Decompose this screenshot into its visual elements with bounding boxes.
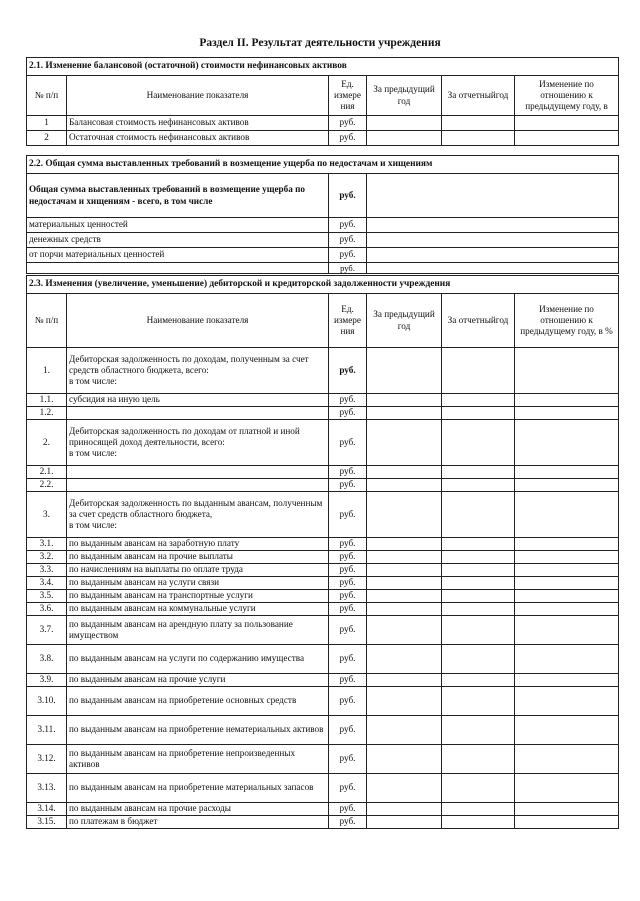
header-name: Наименование показателя	[67, 76, 329, 116]
table-row	[27, 174, 619, 218]
row-name-text: по начислениям на выплаты по оплате труда	[69, 564, 244, 575]
row-name	[67, 407, 329, 420]
row-unit: руб.	[329, 816, 367, 829]
row-name	[67, 816, 329, 829]
row-unit: руб.	[329, 564, 367, 577]
cell-current[interactable]	[442, 116, 515, 131]
table-row	[27, 687, 619, 716]
table-row	[27, 116, 619, 131]
total-unit: руб.	[329, 174, 367, 218]
row-name-text: Дебиторская задолженность по доходам от платной и иной приносящей доход деятельности, всего:	[69, 425, 300, 447]
cell-prev[interactable]	[367, 551, 442, 564]
cell-current[interactable]	[442, 577, 515, 590]
cell-prev[interactable]	[367, 492, 442, 538]
row-sub-text: в том числе:	[69, 448, 117, 459]
row-unit: руб.	[329, 687, 367, 716]
row-num: 3.15.	[27, 816, 67, 829]
row-num: 3.3.	[27, 564, 67, 577]
table-row	[27, 816, 619, 829]
table-row	[27, 479, 619, 492]
cell-current[interactable]	[442, 674, 515, 687]
row-name	[67, 420, 329, 466]
cell-prev[interactable]	[367, 674, 442, 687]
cell-value[interactable]	[367, 248, 619, 263]
cell-change[interactable]	[515, 564, 619, 577]
row-unit: руб.	[329, 479, 367, 492]
cell-current[interactable]	[442, 479, 515, 492]
row-name	[67, 616, 329, 645]
row-name	[67, 603, 329, 616]
header-report-year: За отчетныйгод	[442, 294, 515, 348]
cell-prev[interactable]	[367, 645, 442, 674]
row-unit: руб.	[329, 420, 367, 466]
row-name-text: Дебиторская задолженность по доходам, полученным за счет средств областного бюджета, всего:	[69, 353, 309, 375]
cell-value[interactable]	[367, 218, 619, 233]
cell-change[interactable]	[515, 551, 619, 564]
cell-change[interactable]	[515, 674, 619, 687]
row-num: 3.	[27, 492, 67, 538]
cell-change[interactable]	[515, 716, 619, 745]
cell-value[interactable]	[367, 263, 619, 274]
table-row	[27, 774, 619, 803]
table-row	[27, 420, 619, 466]
row-name	[67, 551, 329, 564]
row-name-text: по выданным авансам на прочие выплаты	[69, 551, 233, 562]
header-prev-year: За предыдущий год	[367, 76, 442, 116]
cell-current[interactable]	[442, 603, 515, 616]
row-name	[67, 716, 329, 745]
table-row	[27, 131, 619, 146]
header-num: № п/п	[27, 76, 67, 116]
row-sub-text: в том числе:	[69, 376, 117, 387]
cell-change[interactable]	[515, 420, 619, 466]
row-num: 1.2.	[27, 407, 67, 420]
table-row	[27, 538, 619, 551]
row-name	[67, 479, 329, 492]
table-row	[27, 564, 619, 577]
row-name	[67, 538, 329, 551]
row-name	[67, 774, 329, 803]
row-num: 1.1.	[27, 394, 67, 407]
row-sub-text: в том числе:	[69, 520, 117, 531]
table-row	[27, 645, 619, 674]
cell-value[interactable]	[367, 174, 619, 218]
cell-current[interactable]	[442, 348, 515, 394]
cell-change[interactable]	[515, 816, 619, 829]
header-unit: Ед. измере ния	[329, 294, 367, 348]
row-num: 3.13.	[27, 774, 67, 803]
cell-change[interactable]	[515, 131, 619, 146]
cell-current[interactable]	[442, 420, 515, 466]
table-row	[27, 348, 619, 394]
cell-change[interactable]	[515, 616, 619, 645]
cell-prev[interactable]	[367, 420, 442, 466]
cell-change[interactable]	[515, 603, 619, 616]
cell-prev[interactable]	[367, 687, 442, 716]
row-unit: руб.	[329, 803, 367, 816]
row-name	[67, 348, 329, 394]
cell-change[interactable]	[515, 803, 619, 816]
cell-prev[interactable]	[367, 774, 442, 803]
row-name-text: по выданным авансам на заработную плату	[69, 538, 240, 549]
row-num: 3.5.	[27, 590, 67, 603]
cell-current[interactable]	[442, 590, 515, 603]
cell-change[interactable]	[515, 538, 619, 551]
table-row	[27, 674, 619, 687]
row-name-text: по платежам в бюджет	[69, 816, 158, 827]
cell-change[interactable]	[515, 492, 619, 538]
row-name-text: по выданным авансам на приобретение основных средств	[69, 695, 297, 706]
row-name	[27, 263, 329, 274]
cell-prev[interactable]	[367, 116, 442, 131]
header-report-year: За отчетныйгод	[442, 76, 515, 116]
row-num: 3.2.	[27, 551, 67, 564]
cell-current[interactable]	[442, 616, 515, 645]
table-row	[27, 263, 619, 274]
row-name	[67, 590, 329, 603]
row-num: 3.7.	[27, 616, 67, 645]
header-unit: Ед. измере ния	[329, 76, 367, 116]
row-unit: руб.	[329, 716, 367, 745]
cell-change[interactable]	[515, 479, 619, 492]
section-heading-2-2: 2.2. Общая сумма выставленных требований в возмещение ущерба по недостачам и хищениям	[27, 156, 619, 174]
row-unit: руб.	[329, 233, 367, 248]
row-num: 2.1.	[27, 466, 67, 479]
row-name: денежных средств	[27, 233, 329, 248]
cell-prev[interactable]	[367, 603, 442, 616]
table-row	[27, 233, 619, 248]
row-num: 2	[27, 131, 67, 146]
row-name-text: по выданным авансам на прочие услуги	[69, 674, 226, 685]
row-unit: руб.	[329, 131, 367, 146]
row-name: материальных ценностей	[27, 218, 329, 233]
cell-prev[interactable]	[367, 590, 442, 603]
cell-prev[interactable]	[367, 716, 442, 745]
row-name: Балансовая стоимость нефинансовых активов	[67, 116, 329, 131]
row-num: 3.12.	[27, 745, 67, 774]
cell-prev[interactable]	[367, 564, 442, 577]
row-name: Остаточная стоимость нефинансовых активов	[67, 131, 329, 146]
header-prev-year: За предыдущий год	[367, 294, 442, 348]
cell-current[interactable]	[442, 394, 515, 407]
row-num: 3.9.	[27, 674, 67, 687]
row-name-text: по выданным авансам на коммунальные услуги	[69, 603, 256, 614]
row-unit: руб.	[329, 603, 367, 616]
row-name-text: по выданным авансам на приобретение нематериальных активов	[69, 724, 324, 735]
row-unit: руб.	[329, 407, 367, 420]
cell-change[interactable]	[515, 645, 619, 674]
cell-change[interactable]	[515, 466, 619, 479]
row-name	[67, 394, 329, 407]
row-name	[67, 687, 329, 716]
row-name	[67, 645, 329, 674]
cell-prev[interactable]	[367, 131, 442, 146]
row-name-text: по выданным авансам на прочие расходы	[69, 803, 231, 814]
cell-prev[interactable]	[367, 616, 442, 645]
cell-current[interactable]	[442, 564, 515, 577]
header-num: № п/п	[27, 294, 67, 348]
table-row	[27, 394, 619, 407]
row-unit: руб.	[329, 218, 367, 233]
row-name	[67, 577, 329, 590]
table-section-2-1	[26, 57, 619, 146]
page-title: Раздел II. Результат деятельности учреждения	[199, 37, 441, 49]
cell-prev[interactable]	[367, 816, 442, 829]
row-name-text: Дебиторская задолженность по выданным авансам, полученным за счет средств областного бюджета,	[69, 497, 323, 519]
row-num: 1.	[27, 348, 67, 394]
cell-current[interactable]	[442, 645, 515, 674]
row-unit: руб.	[329, 466, 367, 479]
table-row	[27, 407, 619, 420]
cell-current[interactable]	[442, 774, 515, 803]
row-num: 2.2.	[27, 479, 67, 492]
row-unit: руб.	[329, 551, 367, 564]
row-name-text: по выданным авансам на транспортные услуги	[69, 590, 253, 601]
cell-prev[interactable]	[367, 466, 442, 479]
row-name-text: по выданным авансам на услуги по содержанию имущества	[69, 653, 305, 664]
row-name-text: по выданным авансам на приобретение материальных запасов	[69, 782, 314, 793]
row-name	[67, 745, 329, 774]
cell-current[interactable]	[442, 492, 515, 538]
cell-prev[interactable]	[367, 348, 442, 394]
cell-prev[interactable]	[367, 394, 442, 407]
cell-current[interactable]	[442, 551, 515, 564]
row-name-text: по выданным авансам на приобретение непроизведенных активов	[69, 747, 296, 769]
cell-change[interactable]	[515, 348, 619, 394]
cell-value[interactable]	[367, 233, 619, 248]
table-section-2-2	[26, 155, 619, 274]
row-name	[67, 466, 329, 479]
row-unit: руб.	[329, 348, 367, 394]
cell-change[interactable]	[515, 590, 619, 603]
row-num: 3.1.	[27, 538, 67, 551]
cell-current[interactable]	[442, 131, 515, 146]
table-row	[27, 716, 619, 745]
row-name	[67, 674, 329, 687]
row-num: 3.4.	[27, 577, 67, 590]
table-row	[27, 551, 619, 564]
section-heading-2-3: 2.3. Изменения (увеличение, уменьшение) дебиторской и кредиторской задолженности учреждения	[27, 276, 619, 294]
cell-change[interactable]	[515, 687, 619, 716]
row-name	[67, 803, 329, 816]
cell-change[interactable]	[515, 577, 619, 590]
row-unit: руб.	[329, 394, 367, 407]
row-unit: руб.	[329, 645, 367, 674]
cell-current[interactable]	[442, 816, 515, 829]
table-row	[27, 603, 619, 616]
row-unit: руб.	[329, 577, 367, 590]
row-unit: руб.	[329, 774, 367, 803]
row-unit: руб.	[329, 538, 367, 551]
row-num: 3.8.	[27, 645, 67, 674]
row-unit: руб.	[329, 492, 367, 538]
table-row	[27, 466, 619, 479]
cell-change[interactable]	[515, 774, 619, 803]
table-row	[27, 218, 619, 233]
table-row	[27, 492, 619, 538]
row-name	[67, 564, 329, 577]
row-name-text: субсидия на иную цель	[69, 394, 160, 405]
cell-change[interactable]	[515, 745, 619, 774]
row-unit: руб.	[329, 674, 367, 687]
cell-prev[interactable]	[367, 803, 442, 816]
header-name: Наименование показателя	[67, 294, 329, 348]
table-row	[27, 616, 619, 645]
row-num: 3.11.	[27, 716, 67, 745]
table-row	[27, 745, 619, 774]
row-name: от порчи материальных ценностей	[27, 248, 329, 263]
row-unit: руб.	[329, 590, 367, 603]
cell-current[interactable]	[442, 716, 515, 745]
row-name	[67, 492, 329, 538]
row-unit: руб.	[329, 248, 367, 263]
cell-prev[interactable]	[367, 577, 442, 590]
cell-prev[interactable]	[367, 745, 442, 774]
row-unit: руб.	[329, 616, 367, 645]
row-unit: руб.	[329, 116, 367, 131]
cell-current[interactable]	[442, 466, 515, 479]
cell-current[interactable]	[442, 538, 515, 551]
table-row	[27, 590, 619, 603]
row-num: 3.10.	[27, 687, 67, 716]
cell-prev[interactable]	[367, 407, 442, 420]
row-unit: руб.	[329, 263, 367, 274]
row-name-text: по выданным авансам на услуги связи	[69, 577, 220, 588]
cell-current[interactable]	[442, 745, 515, 774]
table-row	[27, 803, 619, 816]
table-section-2-3	[26, 275, 619, 829]
row-num: 2.	[27, 420, 67, 466]
row-unit: руб.	[329, 745, 367, 774]
table-row	[27, 248, 619, 263]
row-num: 3.14.	[27, 803, 67, 816]
header-change: Изменение по отношению к предыдущему году, в %	[515, 294, 619, 348]
cell-prev[interactable]	[367, 479, 442, 492]
row-num: 3.6.	[27, 603, 67, 616]
cell-change[interactable]	[515, 394, 619, 407]
cell-change[interactable]	[515, 116, 619, 131]
cell-current[interactable]	[442, 687, 515, 716]
header-change: Изменение по отношению к предыдущему году, в	[515, 76, 619, 116]
total-name: Общая сумма выставленных требований в возмещение ущерба по недостачам и хищениям - всего, в том числе	[27, 174, 329, 218]
cell-current[interactable]	[442, 803, 515, 816]
cell-prev[interactable]	[367, 538, 442, 551]
row-name-text: по выданным авансам на арендную плату за пользование имуществом	[69, 618, 293, 640]
section-heading-2-1: 2.1. Изменение балансовой (остаточной) стоимости нефинансовых активов	[27, 58, 619, 76]
row-num: 1	[27, 116, 67, 131]
cell-change[interactable]	[515, 407, 619, 420]
table-row	[27, 577, 619, 590]
cell-current[interactable]	[442, 407, 515, 420]
